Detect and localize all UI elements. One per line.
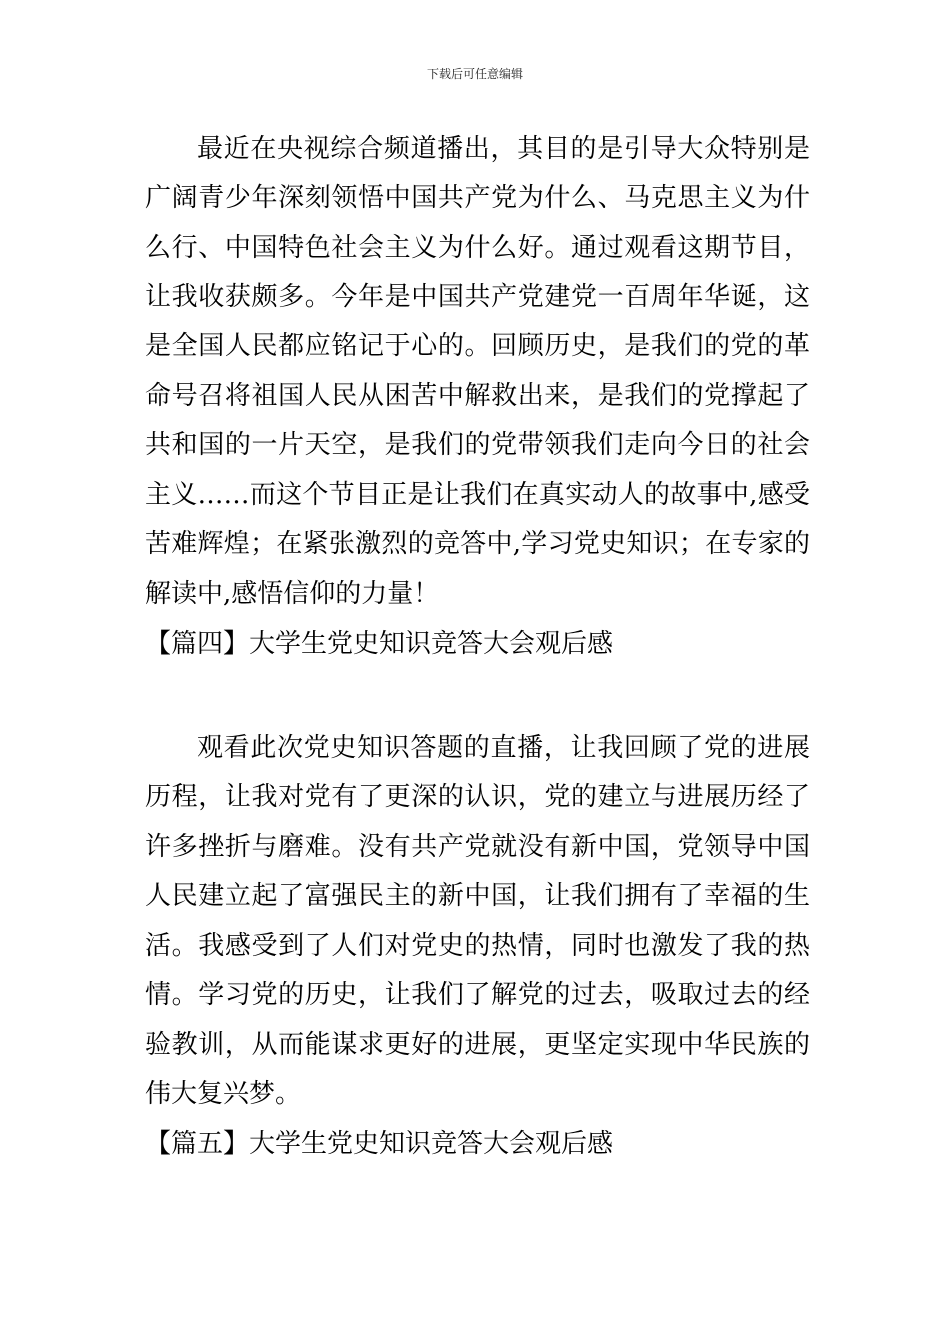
section-heading-5: 【篇五】大学生党史知识竞答大会观后感 — [145, 1129, 614, 1159]
paragraph-line: 命号召将祖国人民从困苦中解救出来，是我们的党撑起了 — [145, 381, 810, 411]
paragraph-line: 共和国的一片天空，是我们的党带领我们走向今日的社会 — [145, 430, 810, 460]
paragraph-line: 解读中,感悟信仰的力量！ — [145, 579, 440, 609]
paragraph-line: 活。我感受到了人们对党史的热情，同时也激发了我的热 — [145, 931, 810, 961]
section-heading-4: 【篇四】大学生党史知识竞答大会观后感 — [145, 629, 614, 659]
paragraph-line: 人民建立起了富强民主的新中国，让我们拥有了幸福的生 — [145, 881, 810, 911]
paragraph-line: 伟大复兴梦。 — [145, 1079, 302, 1109]
paragraph-line: 最近在央视综合频道播出，其目的是引导大众特别是 — [197, 134, 810, 164]
paragraph-line: 验教训，从而能谋求更好的进展，更坚定实现中华民族的 — [145, 1030, 810, 1060]
paragraph-line: 主义……而这个节目正是让我们在真实动人的故事中,感受 — [145, 480, 810, 510]
paragraph-line: 情。学习党的历史，让我们了解党的过去，吸取过去的经 — [145, 980, 810, 1010]
paragraph-line: 让我收获颇多。今年是中国共产党建党一百周年华诞，这 — [145, 282, 810, 312]
paragraph-line: 历程，让我对党有了更深的认识，党的建立与进展历经了 — [145, 782, 810, 812]
paragraph-line: 是全国人民都应铭记于心的。回顾历史，是我们的党的革 — [145, 331, 810, 361]
header-note: 下载后可任意编辑 — [426, 67, 523, 81]
paragraph-line: 么行、中国特色社会主义为什么好。通过观看这期节目， — [145, 233, 810, 263]
paragraph-line: 广阔青少年深刻领悟中国共产党为什么、马克思主义为什 — [145, 183, 810, 213]
paragraph-line: 观看此次党史知识答题的直播，让我回顾了党的进展 — [197, 733, 810, 763]
paragraph-line: 许多挫折与磨难。没有共产党就没有新中国，党领导中国 — [145, 832, 810, 862]
paragraph-line: 苦难辉煌；在紧张激烈的竞答中,学习党史知识；在专家的 — [145, 529, 810, 559]
